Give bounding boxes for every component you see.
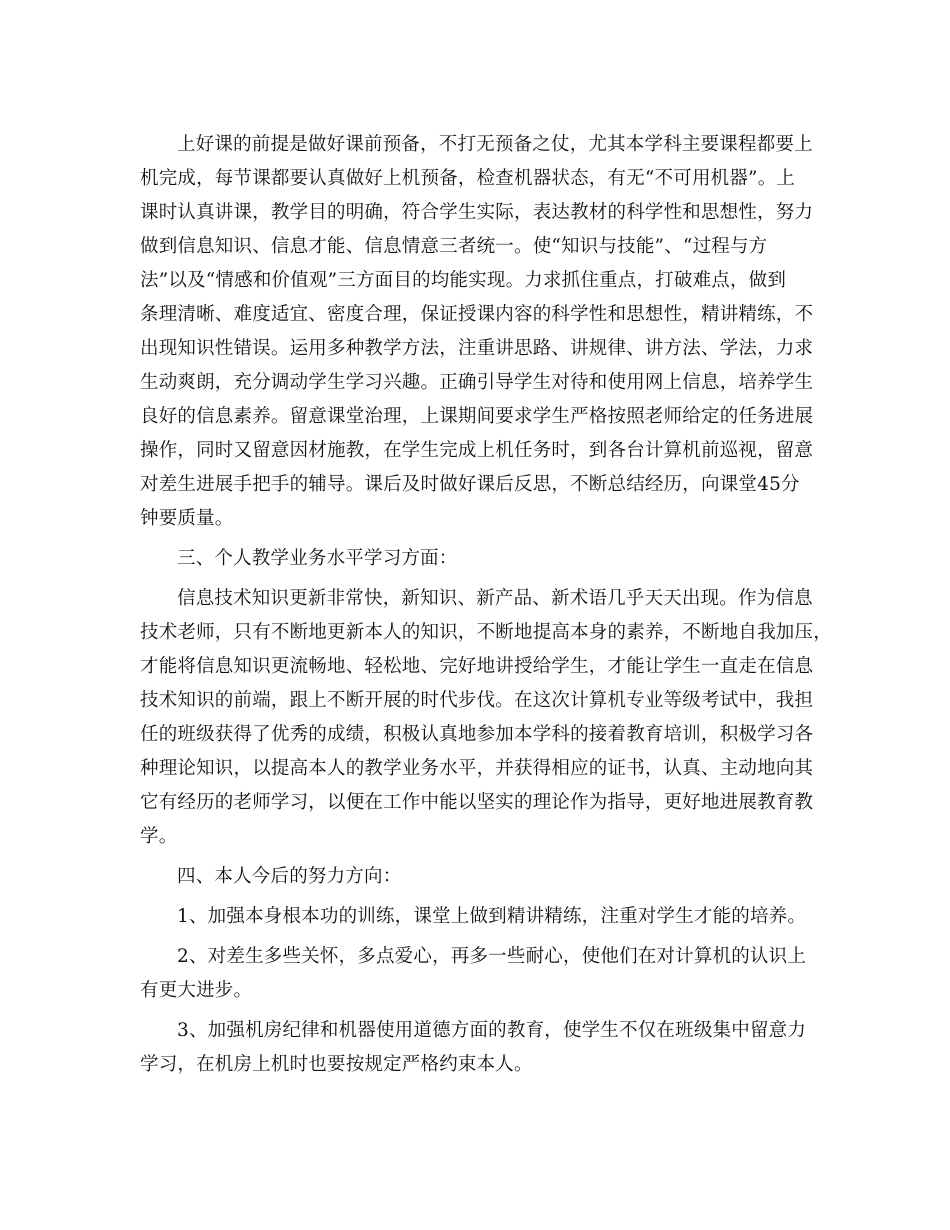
text-line: 做到信息知识、信息才能、信息情意三者统一。使“知识与技能”、“过程与方 — [140, 236, 768, 257]
text-line: 上好课的前提是做好课前预备，不打无预备之仗，尤其本学科主要课程都要上 — [177, 134, 813, 155]
section-heading-three: 三、个人教学业务水平学习方面： — [177, 548, 458, 569]
text-line: 3、加强机房纪律和机器使用道德方面的教育，使学生不仅在班级集中留意力 — [177, 1020, 807, 1041]
text-line: 课时认真讲课，教学目的明确，符合学生实际，表达教材的科学性和思想性，努力 — [140, 202, 814, 223]
text-line: 它有经历的老师学习，以便在工作中能以坚实的理论作为指导，更好地进展教育教 — [140, 792, 814, 813]
text-line: 良好的信息素养。留意课堂治理，上课期间要求学生严格按照老师给定的任务进展 — [140, 406, 814, 427]
document-body — [140, 128, 832, 1082]
text-line: 学。 — [140, 826, 178, 847]
list-item-three — [140, 1014, 820, 1082]
text-line: 学习，在机房上机时也要按规定严格约束本人。 — [140, 1054, 533, 1075]
text-line: 条理清晰、难度适宜、密度合理，保证授课内容的科学性和思想性，精讲精练，不 — [140, 304, 814, 325]
list-item-two — [140, 940, 820, 1008]
text-line: 有更大进步。 — [140, 980, 253, 1001]
text-line: 操作，同时又留意因材施教，在学生完成上机任务时，到各台计算机前巡视，留意 — [140, 440, 814, 461]
text-line: 技术老师，只有不断地更新本人的知识，不断地提高本身的素养，不断地自我加压， — [140, 622, 832, 643]
list-item-one — [140, 900, 820, 934]
text-line: 出现知识性错误。运用多种教学方法，注重讲思路、讲规律、讲方法、学法，力求 — [140, 338, 814, 359]
section-heading-four: 四、本人今后的努力方向： — [177, 866, 402, 887]
text-line: 生动爽朗，充分调动学生学习兴趣。正确引导学生对待和使用网上信息，培养学生 — [140, 372, 814, 393]
text-line: 任的班级获得了优秀的成绩，积极认真地参加本学科的接着教育培训，积极学习各 — [140, 724, 814, 745]
text-line: 信息技术知识更新非常快，新知识、新产品、新术语几乎天天出现。作为信息 — [177, 588, 813, 609]
text-line: 才能将信息知识更流畅地、轻松地、完好地讲授给学生，才能让学生一直走在信息 — [140, 656, 814, 677]
text-line: 对差生进展手把手的辅导。课后及时做好课后反思，不断总结经历，向课堂45分 — [140, 474, 800, 495]
text-line: 机完成，每节课都要认真做好上机预备，检查机器状态，有无“不可用机器”。上 — [140, 168, 796, 189]
text-line: 法”以及“情感和价值观”三方面目的均能实现。力求抓住重点，打破难点，做到 — [140, 270, 787, 291]
paragraph-professional-study — [140, 582, 832, 854]
text-line: 1、加强本身根本功的训练，课堂上做到精讲精练，注重对学生才能的培养。 — [177, 906, 807, 927]
text-line: 2、对差生多些关怀，多点爱心，再多一些耐心，使他们在对计算机的认识上 — [177, 946, 807, 967]
text-line: 技术知识的前端，跟上不断开展的时代步伐。在这次计算机专业等级考试中，我担 — [140, 690, 814, 711]
paragraph-lesson-preparation — [140, 128, 820, 536]
text-line: 钟要质量。 — [140, 508, 234, 529]
text-line: 种理论知识，以提高本人的教学业务水平，并获得相应的证书，认真、主动地向其 — [140, 758, 814, 779]
